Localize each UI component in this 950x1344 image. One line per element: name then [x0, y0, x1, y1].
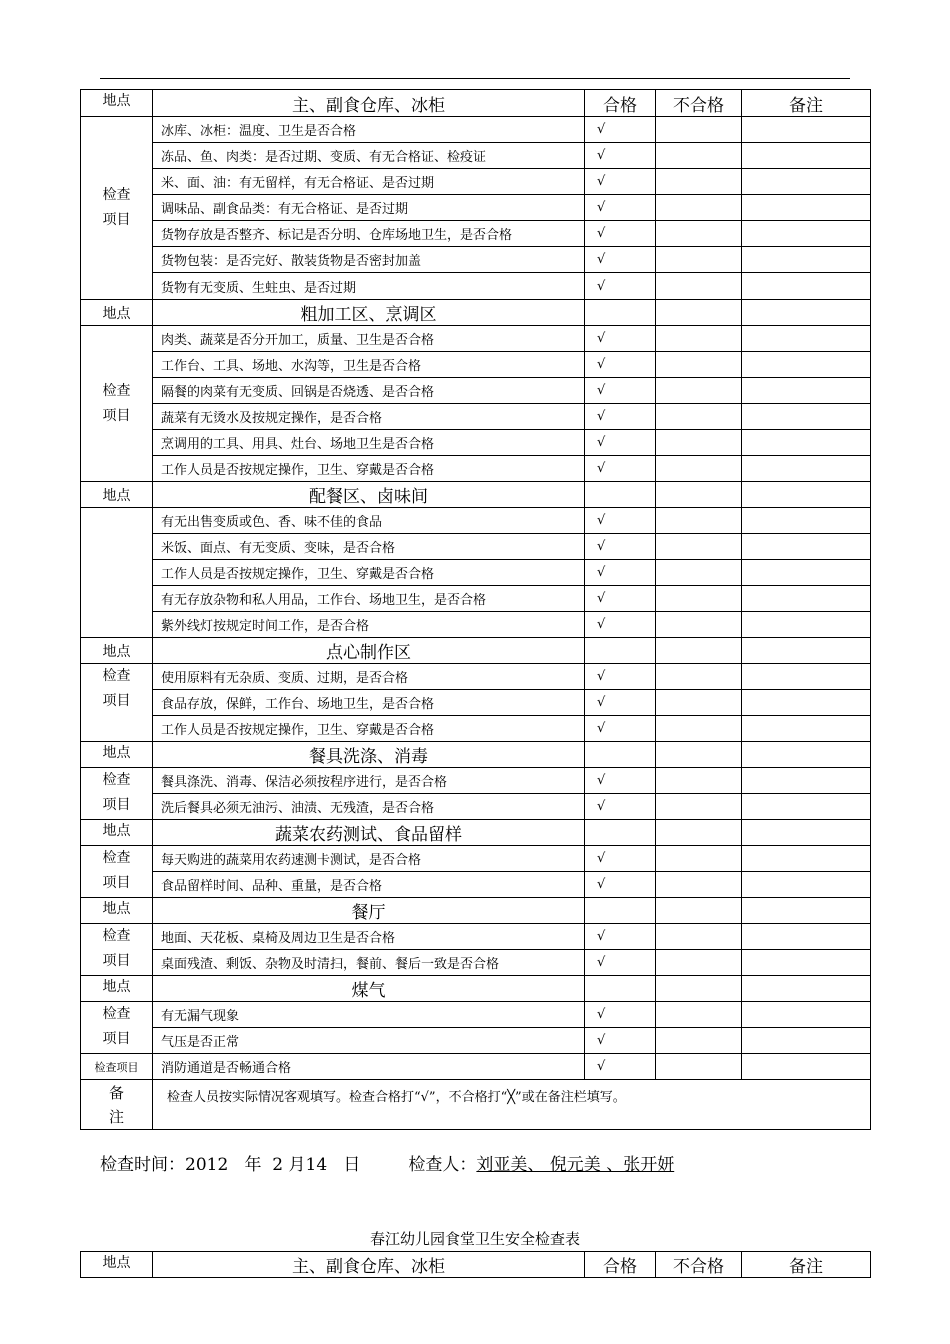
check-item-text: 有无出售变质或色、香、味不佳的食品	[153, 508, 585, 534]
check-item-row	[81, 1002, 871, 1028]
check-item-text: 工作人员是否按规定操作，卫生、穿戴是否合格	[153, 456, 585, 482]
check-item-row	[81, 846, 871, 872]
note-cell	[742, 482, 871, 508]
location-header: 地点	[81, 1252, 153, 1278]
note-cell	[742, 195, 871, 221]
day-unit: 日	[343, 1155, 361, 1175]
check-item-row	[81, 560, 871, 586]
check-item-row	[81, 664, 871, 690]
remark-text: 检查人员按实际情况客观填写。检查合格打“√”，不合格打“╳”或在备注栏填写。	[153, 1080, 871, 1130]
check-item-text: 使用原料有无杂质、变质、过期，是否合格	[153, 664, 585, 690]
note-cell	[742, 898, 871, 924]
inspector-label: 检查人：	[408, 1155, 477, 1175]
pass-mark: √	[585, 143, 656, 169]
fail-cell	[656, 638, 742, 664]
fail-cell	[656, 742, 742, 768]
check-item-text: 烹调用的工具、用具、灶台、场地卫生是否合格	[153, 430, 585, 456]
check-item-row	[81, 872, 871, 898]
remark-row	[81, 1080, 871, 1130]
fail-cell	[656, 976, 742, 1002]
check-item-label	[81, 508, 153, 638]
check-item-text: 米、面、油：有无留样，有无合格证、是否过期	[153, 169, 585, 195]
check-item-row	[81, 612, 871, 638]
fail-cell	[656, 560, 742, 586]
check-item-label: 检查 项目	[81, 326, 153, 482]
area-name: 配餐区、卤味间	[153, 482, 585, 508]
check-item-row	[81, 169, 871, 195]
pass-mark: √	[585, 169, 656, 195]
location-row	[81, 820, 871, 846]
pass-mark: √	[585, 247, 656, 273]
check-item-text: 货物有无变质、生蛀虫、是否过期	[153, 273, 585, 300]
fail-cell	[656, 1002, 742, 1028]
check-item-text: 紫外线灯按规定时间工作，是否合格	[153, 612, 585, 638]
fire-check-row	[81, 1054, 871, 1080]
note-cell	[742, 456, 871, 482]
area-name: 点心制作区	[153, 638, 585, 664]
note-cell	[742, 690, 871, 716]
note-cell	[742, 560, 871, 586]
check-item-text: 食品留样时间、品种、重量，是否合格	[153, 872, 585, 898]
fail-cell	[656, 534, 742, 560]
location-label: 地点	[81, 898, 153, 924]
location-label: 地点	[81, 742, 153, 768]
note-cell	[742, 638, 871, 664]
check-item-row	[81, 143, 871, 169]
note-cell	[742, 143, 871, 169]
fail-header: 不合格	[656, 90, 742, 117]
fail-cell	[656, 508, 742, 534]
note-cell	[742, 378, 871, 404]
location-row	[81, 742, 871, 768]
pass-mark: √	[585, 378, 656, 404]
area-name: 餐厅	[153, 898, 585, 924]
pass-mark: √	[585, 508, 656, 534]
note-cell	[742, 508, 871, 534]
check-item-label: 检查 项目	[81, 768, 153, 820]
fail-cell	[656, 456, 742, 482]
pass-mark: √	[585, 117, 656, 143]
check-item-row	[81, 430, 871, 456]
fail-cell	[656, 794, 742, 820]
pass-mark: √	[585, 950, 656, 976]
note-cell	[742, 534, 871, 560]
note-cell	[742, 742, 871, 768]
area-name: 主、副食仓库、冰柜	[153, 90, 585, 117]
check-item-text: 货物包装：是否完好、散装货物是否密封加盖	[153, 247, 585, 273]
inspection-table	[80, 89, 871, 1130]
check-item-row	[81, 404, 871, 430]
check-item-text: 蔬菜有无烫水及按规定操作，是否合格	[153, 404, 585, 430]
check-item-text: 隔餐的肉菜有无变质、回锅是否烧透、是否合格	[153, 378, 585, 404]
fail-cell	[656, 664, 742, 690]
area-name: 煤气	[153, 976, 585, 1002]
check-item-row	[81, 1028, 871, 1054]
pass-mark: √	[585, 1028, 656, 1054]
note-cell	[742, 1002, 871, 1028]
fail-cell	[656, 612, 742, 638]
area-name: 粗加工区、烹调区	[153, 300, 585, 326]
fail-cell	[656, 820, 742, 846]
check-item-row	[81, 768, 871, 794]
area-name: 主、副食仓库、冰柜	[153, 1252, 585, 1278]
check-item-label: 检查 项目	[81, 924, 153, 976]
check-item-row	[81, 247, 871, 273]
area-name: 餐具洗涤、消毒	[153, 742, 585, 768]
note-cell	[742, 586, 871, 612]
check-item-text: 桌面残渣、剩饭、杂物及时清扫，餐前、餐后一致是否合格	[153, 950, 585, 976]
pass-mark: √	[585, 221, 656, 247]
location-row	[81, 898, 871, 924]
pass-cell	[585, 976, 656, 1002]
note-cell	[742, 169, 871, 195]
check-item-row	[81, 950, 871, 976]
pass-cell	[585, 742, 656, 768]
second-table-title: 春江幼儿园食堂卫生安全检查表	[369, 1230, 580, 1248]
check-item-row	[81, 690, 871, 716]
fail-cell	[656, 221, 742, 247]
check-item-text: 工作人员是否按规定操作，卫生、穿戴是否合格	[153, 716, 585, 742]
location-row	[81, 638, 871, 664]
note-cell	[742, 352, 871, 378]
note-cell	[742, 716, 871, 742]
note-cell	[742, 872, 871, 898]
pass-mark: √	[585, 690, 656, 716]
pass-mark: √	[585, 326, 656, 352]
location-row	[81, 976, 871, 1002]
check-item-row	[81, 534, 871, 560]
note-cell	[742, 976, 871, 1002]
location-label: 地点	[81, 90, 153, 117]
fail-cell	[656, 872, 742, 898]
fail-cell	[656, 716, 742, 742]
fail-cell	[656, 846, 742, 872]
pass-cell	[585, 482, 656, 508]
check-item-text: 消防通道是否畅通合格	[153, 1054, 585, 1080]
location-label: 地点	[81, 820, 153, 846]
inspection-footer	[100, 1150, 674, 1175]
note-header: 备注	[742, 90, 871, 117]
pass-mark: √	[585, 612, 656, 638]
note-cell	[742, 846, 871, 872]
check-item-text: 调味品、副食品类：有无合格证、是否过期	[153, 195, 585, 221]
pass-mark: √	[585, 664, 656, 690]
fail-cell	[656, 1028, 742, 1054]
check-item-row	[81, 378, 871, 404]
fail-cell	[656, 352, 742, 378]
note-cell	[742, 924, 871, 950]
pass-mark: √	[585, 872, 656, 898]
location-label: 地点	[81, 638, 153, 664]
check-item-text: 洗后餐具必须无油污、油渍、无残渣，是否合格	[153, 794, 585, 820]
note-cell	[742, 950, 871, 976]
year-unit: 年	[244, 1155, 262, 1175]
check-item-text: 货物存放是否整齐、标记是否分明、仓库场地卫生，是否合格	[153, 221, 585, 247]
note-cell	[742, 612, 871, 638]
fail-header: 不合格	[656, 1252, 742, 1278]
pass-cell	[585, 820, 656, 846]
location-row	[81, 482, 871, 508]
fail-cell	[656, 768, 742, 794]
pass-mark: √	[585, 586, 656, 612]
fail-cell	[656, 195, 742, 221]
inspector-names: 刘亚美、 倪元美 、张开妍	[476, 1155, 675, 1175]
check-item-text: 肉类、蔬菜是否分开加工，质量、卫生是否合格	[153, 326, 585, 352]
pass-mark: √	[585, 846, 656, 872]
check-item-text: 有无漏气现象	[153, 1002, 585, 1028]
fail-cell	[656, 430, 742, 456]
check-item-row	[81, 456, 871, 482]
pass-mark: √	[585, 534, 656, 560]
location-label: 地点	[81, 300, 153, 326]
month-value: 2	[272, 1155, 284, 1175]
fail-cell	[656, 117, 742, 143]
check-item-text: 工作台、工具、场地、水沟等，卫生是否合格	[153, 352, 585, 378]
check-item-row	[81, 716, 871, 742]
check-item-row	[81, 221, 871, 247]
check-item-row	[81, 195, 871, 221]
note-cell	[742, 664, 871, 690]
note-cell	[742, 794, 871, 820]
pass-mark: √	[585, 352, 656, 378]
location-label: 地点	[81, 976, 153, 1002]
fail-cell	[656, 1054, 742, 1080]
pass-mark: √	[585, 404, 656, 430]
fail-cell	[656, 404, 742, 430]
check-item-text: 每天购进的蔬菜用农药速测卡测试，是否合格	[153, 846, 585, 872]
remark-label: 备 注	[81, 1080, 153, 1130]
header-rule	[100, 78, 850, 79]
check-item-text: 食品存放，保鲜，工作台、场地卫生，是否合格	[153, 690, 585, 716]
pass-mark: √	[585, 273, 656, 300]
check-item-row	[81, 508, 871, 534]
note-cell	[742, 1054, 871, 1080]
check-item-text: 冰库、冰柜：温度、卫生是否合格	[153, 117, 585, 143]
pass-mark: √	[585, 456, 656, 482]
area-name: 蔬菜农药测试、食品留样	[153, 820, 585, 846]
pass-mark: √	[585, 924, 656, 950]
note-cell	[742, 820, 871, 846]
note-cell	[742, 404, 871, 430]
pass-cell	[585, 638, 656, 664]
check-item-label: 检查 项目	[81, 846, 153, 898]
fail-cell	[656, 273, 742, 300]
check-item-text: 工作人员是否按规定操作，卫生、穿戴是否合格	[153, 560, 585, 586]
month-unit: 月	[288, 1155, 306, 1175]
check-item-row	[81, 117, 871, 143]
fail-cell	[656, 247, 742, 273]
pass-mark: √	[585, 195, 656, 221]
check-item-row	[81, 273, 871, 300]
pass-mark: √	[585, 768, 656, 794]
pass-mark: √	[585, 716, 656, 742]
note-cell	[742, 221, 871, 247]
note-cell	[742, 326, 871, 352]
pass-mark: √	[585, 560, 656, 586]
check-item-label: 检查 项目	[81, 1002, 153, 1054]
note-cell	[742, 117, 871, 143]
fail-cell	[656, 169, 742, 195]
fail-cell	[656, 950, 742, 976]
fail-cell	[656, 143, 742, 169]
check-item-text: 有无存放杂物和私人用品，工作台、场地卫生，是否合格	[153, 586, 585, 612]
check-item-row	[81, 794, 871, 820]
location-row	[81, 90, 871, 117]
pass-mark: √	[585, 430, 656, 456]
fail-cell	[656, 690, 742, 716]
pass-header: 合格	[585, 90, 656, 117]
second-inspection-table	[80, 1251, 871, 1278]
location-row	[81, 300, 871, 326]
year-value: 2012	[185, 1155, 229, 1175]
fail-cell	[656, 482, 742, 508]
note-cell	[742, 768, 871, 794]
check-item-row	[81, 326, 871, 352]
pass-mark: √	[585, 794, 656, 820]
fail-cell	[656, 586, 742, 612]
pass-mark: √	[585, 1054, 656, 1080]
note-cell	[742, 430, 871, 456]
check-item-text: 气压是否正常	[153, 1028, 585, 1054]
location-label: 地点	[81, 482, 153, 508]
check-item-label: 检查项目	[81, 1054, 153, 1080]
check-item-label: 检查 项目	[81, 664, 153, 742]
check-item-text: 米饭、面点、有无变质、变味，是否合格	[153, 534, 585, 560]
note-cell	[742, 300, 871, 326]
check-item-text: 地面、天花板、桌椅及周边卫生是否合格	[153, 924, 585, 950]
note-cell	[742, 247, 871, 273]
check-item-text: 冻品、鱼、肉类：是否过期、变质、有无合格证、检疫证	[153, 143, 585, 169]
fail-cell	[656, 378, 742, 404]
note-cell	[742, 273, 871, 300]
time-label: 检查时间：	[100, 1155, 185, 1175]
check-item-row	[81, 924, 871, 950]
pass-mark: √	[585, 1002, 656, 1028]
check-item-row	[81, 352, 871, 378]
note-header: 备注	[742, 1252, 871, 1278]
fail-cell	[656, 300, 742, 326]
pass-header: 合格	[585, 1252, 656, 1278]
fail-cell	[656, 898, 742, 924]
day-value: 14	[305, 1155, 328, 1175]
pass-cell	[585, 898, 656, 924]
check-item-text: 餐具涤洗、消毒、保洁必须按程序进行，是否合格	[153, 768, 585, 794]
pass-cell	[585, 300, 656, 326]
fail-cell	[656, 924, 742, 950]
check-item-label: 检查 项目	[81, 117, 153, 300]
check-item-row	[81, 586, 871, 612]
fail-cell	[656, 326, 742, 352]
note-cell	[742, 1028, 871, 1054]
